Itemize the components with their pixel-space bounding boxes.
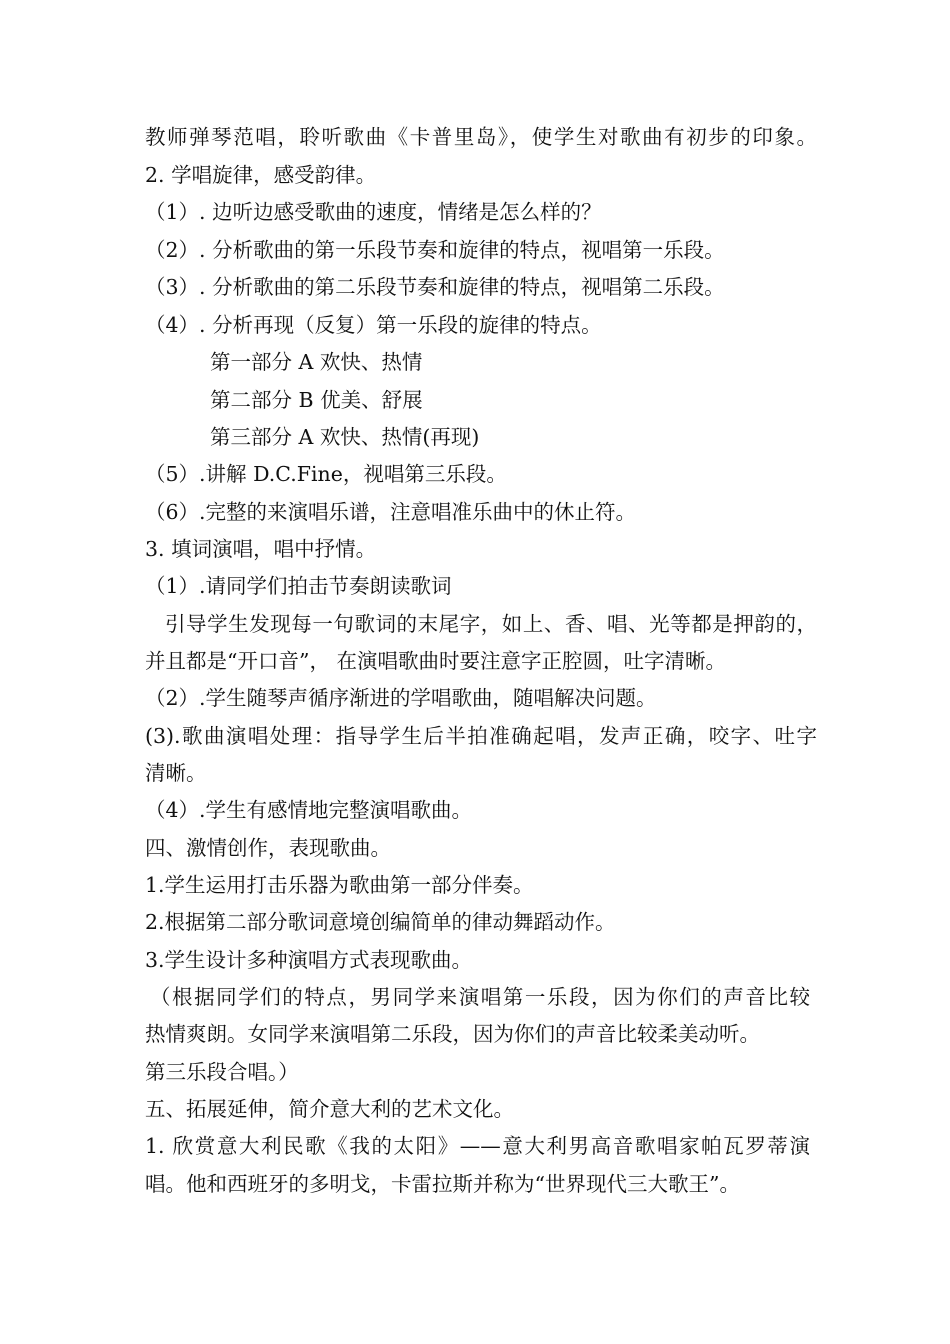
- text-line: 2.根据第二部分歌词意境创编简单的律动舞蹈动作。: [145, 910, 616, 934]
- text-line: 1. 欣赏意大利民歌《我的太阳》——意大利男高音歌唱家帕瓦罗蒂演: [145, 1134, 810, 1158]
- text-line: 并且都是“开口音”， 在演唱歌曲时要注意字正腔圆，吐字清晰。: [145, 649, 726, 673]
- text-line: （3）. 分析歌曲的第二乐段节奏和旋律的特点，视唱第二乐段。: [145, 275, 725, 299]
- text-line: （根据同学们的特点，男同学来演唱第一乐段，因为你们的声音比较: [150, 985, 810, 1009]
- section-heading: 3. 填词演唱，唱中抒情。: [145, 537, 377, 561]
- text-line: 第二部分 B 优美、舒展: [210, 388, 423, 412]
- text-line: 教师弹琴范唱，聆听歌曲《卡普里岛》，使学生对歌曲有初步的印象。: [145, 125, 817, 149]
- section-heading: 2. 学唱旋律，感受韵律。: [145, 163, 377, 187]
- section-heading: 五、拓展延伸，简介意大利的艺术文化。: [145, 1097, 514, 1121]
- text-line: （4）.学生有感情地完整演唱歌曲。: [145, 798, 473, 822]
- text-line: （2）.学生随琴声循序渐进的学唱歌曲，随唱解决问题。: [145, 686, 657, 710]
- text-line: 第三部分 A 欢快、热情(再现): [210, 425, 480, 449]
- text-line: 引导学生发现每一句歌词的末尾字，如上、香、唱、光等都是押韵的，: [165, 612, 817, 636]
- text-line: 热情爽朗。女同学来演唱第二乐段，因为你们的声音比较柔美动听。: [145, 1022, 760, 1046]
- section-heading: 四、激情创作，表现歌曲。: [145, 836, 391, 860]
- text-line: 1.学生运用打击乐器为歌曲第一部分伴奏。: [145, 873, 534, 897]
- text-line: 清晰。: [145, 761, 207, 785]
- text-line: 唱。他和西班牙的多明戈，卡雷拉斯并称为“世界现代三大歌王”。: [145, 1172, 740, 1196]
- text-line: （1）. 边听边感受歌曲的速度，情绪是怎么样的？: [145, 200, 602, 224]
- text-line: （2）. 分析歌曲的第一乐段节奏和旋律的特点，视唱第一乐段。: [145, 238, 725, 262]
- text-line: 3.学生设计多种演唱方式表现歌曲。: [145, 948, 473, 972]
- text-line: （5）.讲解 D.C.Fine，视唱第三乐段。: [145, 462, 507, 486]
- text-line: （6）.完整的来演唱乐谱，注意唱准乐曲中的休止符。: [145, 500, 637, 524]
- text-line: （4）. 分析再现（反复）第一乐段的旋律的特点。: [145, 313, 602, 337]
- text-line: (3).歌曲演唱处理：指导学生后半拍准确起唱，发声正确，咬字、吐字: [145, 724, 817, 748]
- text-line: 第三乐段合唱。）: [145, 1060, 299, 1084]
- text-line: （1）.请同学们拍击节奏朗读歌词: [145, 574, 452, 598]
- text-line: 第一部分 A 欢快、热情: [210, 350, 423, 374]
